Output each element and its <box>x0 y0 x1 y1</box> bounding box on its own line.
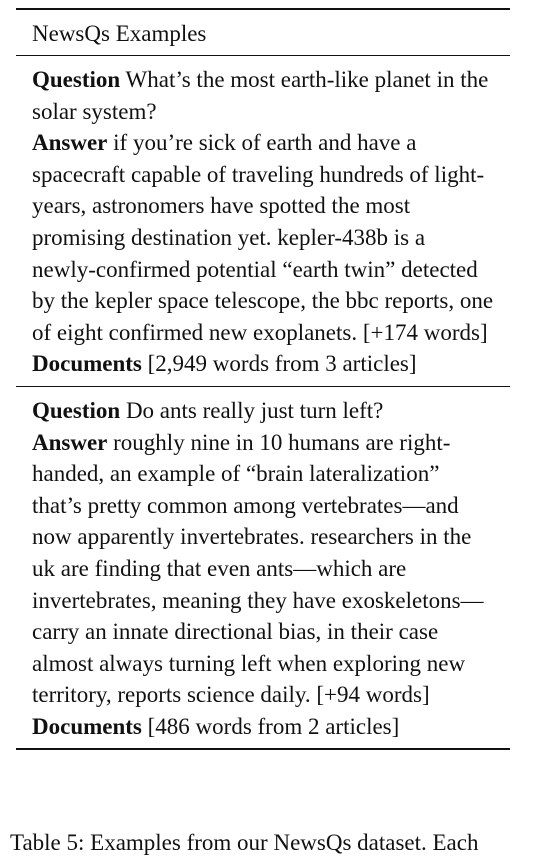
question-text: Do ants really just turn left? <box>125 397 384 423</box>
answer-label: Answer <box>32 429 108 455</box>
answer-line <box>32 127 494 348</box>
documents-label: Documents <box>32 713 142 739</box>
answer-text: if you’re sick of earth and have a spacecraft capable of traveling hundreds of light-years, astronomers have spotted the most promising destination yet. kepler-438b is a newly-confirmed potential “earth twin” detected by the kepler space telescope, the bbc reports, one of eight confirmed new exoplanets. [+174 words] <box>32 130 494 345</box>
question-label: Question <box>32 67 121 92</box>
answer-line <box>32 427 494 711</box>
table-caption: Table 5: Examples from our NewsQs dataset. Each <box>10 830 479 855</box>
question-label: Question <box>32 397 121 423</box>
bottom-rule <box>16 748 510 750</box>
question-line <box>32 395 494 427</box>
table-row <box>16 56 510 386</box>
answer-label: Answer <box>32 130 108 156</box>
question-line <box>32 64 494 127</box>
documents-text: [2,949 words from 3 articles] <box>147 351 417 377</box>
table-row <box>16 387 510 749</box>
answer-text: roughly nine in 10 humans are right-handed, an example of “brain lateralization” that’s pretty common among vertebrates—and now apparently invertebrates. researchers in the uk are finding that even ants—which are invertebrates, meaning they have exoskeletons—carry an innate directional bias, in their case almost always turning left when exploring new territory, reports science daily. [+94 words] <box>32 429 484 708</box>
documents-line <box>32 711 494 743</box>
documents-line <box>32 348 494 380</box>
table-header: NewsQs Examples <box>32 21 207 46</box>
documents-text: [486 words from 2 articles] <box>147 713 400 739</box>
question-text: What’s the most earth-like planet in the solar system? <box>32 67 489 124</box>
documents-label: Documents <box>32 351 142 377</box>
examples-table <box>16 8 510 750</box>
